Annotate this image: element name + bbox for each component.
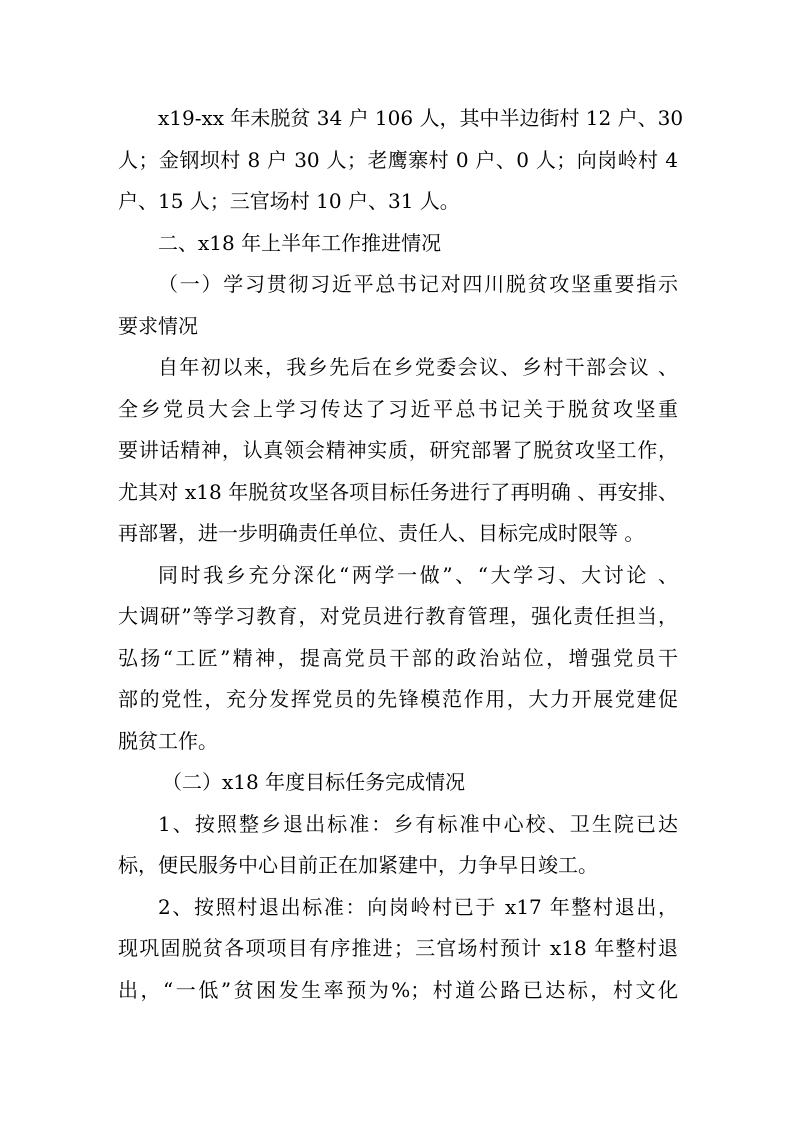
paragraph-line: 同时我乡充分深化“两学一做”、“大学习、大讨论 、 [158, 563, 678, 587]
section-heading: 二、x18 年上半年工作推进情况 [158, 231, 442, 255]
paragraph-line: 弘扬“工匠”精神，提高党员干部的政治站位，增强党员干 [118, 646, 678, 670]
subsection-heading: （一）学习贯彻习近平总书记对四川脱贫攻坚重要指示 [158, 272, 678, 296]
paragraph-line: 要讲话精神，认真领会精神实质，研究部署了脱贫攻坚工作， [118, 438, 678, 462]
paragraph-line: x19-xx 年未脱贫 34 户 106 人，其中半边街村 12 户、30 [158, 106, 684, 130]
paragraph-line: 自年初以来，我乡先后在乡党委会议、乡村干部会议 、 [158, 355, 678, 379]
paragraph-line: 户、15 人；三官场村 10 户、31 人。 [118, 189, 460, 213]
paragraph-line: 全乡党员大会上学习传达了习近平总书记关于脱贫攻坚重 [118, 397, 678, 421]
subsection-heading-continued: 要求情况 [118, 314, 198, 338]
paragraph-line: 标，便民服务中心目前正在加紧建中，力争早日竣工。 [118, 853, 598, 877]
paragraph-line: 部的党性，充分发挥党员的先锋模范作用，大力开展党建促 [118, 687, 678, 711]
paragraph-line: 脱贫工作。 [118, 729, 218, 753]
paragraph-line: 尤其对 x18 年脱贫攻坚各项目标任务进行了再明确 、再安排、 [118, 480, 678, 504]
paragraph-line: 出，“一低”贫困发生率预为%；村道公路已达标，村文化 [118, 978, 678, 1002]
subsection-heading: （二）x18 年度目标任务完成情况 [162, 770, 466, 794]
paragraph-line: 现巩固脱贫各项项目有序推进；三官场村预计 x18 年整村退 [118, 936, 678, 960]
paragraph-line: 人；金钢坝村 8 户 30 人；老鹰寨村 0 户、0 人；向岗岭村 4 [118, 148, 678, 172]
paragraph-line: 2、按照村退出标准：向岗岭村已于 x17 年整村退出， [158, 895, 678, 919]
paragraph-line: 大调研”等学习教育，对党员进行教育管理，强化责任担当， [118, 604, 678, 628]
paragraph-line: 再部署，进一步明确责任单位、责任人、目标完成时限等 。 [118, 521, 645, 545]
paragraph-line: 1、按照整乡退出标准：乡有标准中心校、卫生院已达 [158, 812, 678, 836]
